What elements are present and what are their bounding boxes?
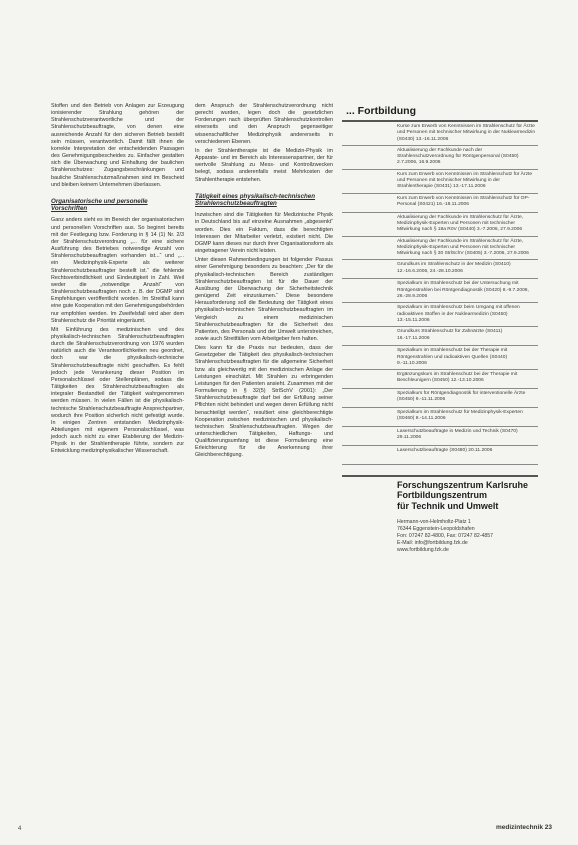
course-text: Laserschutzbeauftragte (S0480) 20.11.2006	[397, 448, 493, 454]
organization-line: Forschungszentrum Karlsruhe	[397, 480, 529, 491]
sidebar-title: ... Fortbildung	[342, 103, 538, 122]
page-footer: medizintechnik 23	[496, 824, 552, 831]
course-item	[342, 370, 538, 389]
course-text: Grundkurs Strahlenschutz für Zahnärzte (S0411) 16.-17.11.2006	[397, 329, 503, 341]
paragraph: Inzwischen sind die Tätigkeiten für Medizinische Physik in Deutschland bis auf einzelne Ausnahmen „abgesenkt“ worden. Dies ein Faktum, dass die berechtigten Interessen der Mitarbeiter verletzt, existiert nicht. Die DGMP kann dieses nur durch ihrer Organisationsform als eingetragener Verein nicht leisten.	[195, 212, 333, 255]
course-text: Kurs zum Erwerb von Kenntnissen im Strahlenschutz für OP-Personal (S0421) 16.-18.11.2006	[397, 195, 530, 207]
course-item	[342, 279, 538, 303]
phone-fax-line: Fon: 07247 82-4800, Fax: 07247 82-4857	[397, 533, 494, 540]
course-list	[342, 122, 538, 465]
section-heading: Tätigkeit eines physikalisch-technischen Strahlenschutzbeauftragten	[195, 192, 316, 208]
paragraph: Dies kann für die Praxis nur bedeuten, dass der Gesetzgeber die Tätigkeit des physikalisch-technischen Strahlenschutzbeauftragten für die allgemeine Sicherheit bzw. als gleichwertig mit den medizinischen Anlage der Leistungen einschätzt. Mit Strahlen zu erbringenden Leistungen für den Patienten ansieht. Zusammen mit der Formulierung in § 32(5) StrlSchV (2001): „Der Strahlenschutzbeauftragte darf bei der Erfüllung seiner Pflichten nicht behindert und wegen deren Erfüllung nicht benachteiligt werden“, resultiert eine gleichberechtigte Kooperation zwischen medizinischen und physikalisch-technischen Strahlenschutzbeauftragten. Wegen der unterschiedlichen Tätigkeiten, Haftungs- und Qualifizierungsumfang ist diese Formulierung eine Erleichterung für die Anerkennung ihrer Gleichberechtigung.	[195, 345, 333, 459]
email-line: E-Mail: info@fortbildung.fzk.de	[397, 540, 468, 547]
organization-line: Fortbildungszentrum	[397, 490, 487, 501]
course-item	[342, 122, 538, 146]
paragraph: In der Strahlentherapie ist die Medizin-Physik im Apparate- und im Bereich als Interessenspartner, der für wertvolle Strahlung zu Mess- und Kontrollzwecken belegt, sodass anderenfalls meist Mehrkosten der Strahlentherapie entstehen.	[195, 147, 333, 183]
course-item	[342, 146, 538, 170]
course-item	[342, 427, 538, 446]
course-text: Spezialkurs für Röntgendiagnostik für interventionelle Ärzte (S0450) 9.-11.11.2006	[397, 391, 526, 403]
course-item	[342, 327, 538, 346]
course-item	[342, 389, 538, 408]
paragraph: Stoffen und den Betrieb von Anlagen zur Erzeugung ionisierender Strahlung gehören der Strahlenschutzverantwortliche und der Strahlenschutzbeauftragte, von denen eine ausreichende Anzahl für den sicheren Betrieb bestellt sein müssen, verantwortlich. Damit fällt ihnen die korrekte Interpretation der entscheidenden Passagen des Genehmigungsbescheides zu. Einfacher gestalten sich die Überwachung und Einhaltung der baulichen Strahlenschutzes: Zugangsbeschränkungen und bauliche Strahlenschutzmaßnahmen sind im Bescheid und bleiben keinem Unternehmen überlassen.	[51, 103, 184, 188]
course-text: Laserschutzbeauftragte in Medizin und Technik (S0470) 29.11.2006	[397, 429, 518, 441]
course-text: Spezialkurs im Strahlenschutz bei der Untersuchung mit Röntgenstrahlen bei Röntgendiagnostik (S0420) 8.-9.7.2006, 26.-28.9.2006	[397, 281, 529, 300]
text-column-2	[195, 103, 333, 462]
course-item	[342, 213, 538, 237]
course-text: Ergänzungskurs im Strahlenschutz bei der Therapie mit Beschleunigern (S0450) 12.-13.10.2006	[397, 372, 518, 384]
organization-name	[342, 475, 538, 511]
course-item	[342, 170, 538, 194]
paragraph: Ganz anders sieht es im Bereich der organisatorischen und personellen Vorschriften aus. So beginnt bereits mit der Festlegung bzw. Forderung in § 14 (1) Nr. 2/3 der Strahlenschutzverordnung „... für eine sichere Ausführung des Betriebes notwendige Anzahl von Strahlenschutzbeauftragten vorhanden ist...“ und „... ein Medizinphysik-Experte als weiterer Strahlenschutzbeauftragter bestellt ist.“ die fehlende Rechtsverbindlichkeit und Eindeutigkeit in Zahl. Weil weder die „notwendige Anzahl“ von Strahlenschutzbeauftragten noch z. B. der DGMP sind Empfehlungen veröffentlicht worden. Im Streitfall kann eine gute Kooperation mit den Genehmigungsbehörden nur empfohlen werden. Im Zweifelsfall wird aber dem Strahlenschutz die Priorität eingeräumt.	[51, 217, 184, 324]
course-item	[342, 408, 538, 427]
course-text: Spezialkurs im Strahlenschutz für Medizinphysik-Experten (S0460) 8.-14.11.2006	[397, 410, 523, 422]
paragraph: Mit Einführung des medizinischen und des physikalisch-technischen Strahlenschutzbeauftragten durch die Strahlenschutzverordnung von 1976 wurden natürlich auch die Verantwortlichkeiten neu geordnet, doch war die physikalisch-technische Strahlenschutzbeauftragte nicht geschaffen. Es fehlt jedoch jede Verankerung dieser Position im Personalschlüssel oder Stellenplänen, sodass die Tätigkeiten des Strahlenschutzbeauftragten als integraler Bestandteil der Tätigkeit wahrgenommen werden müssen. In vielen Fällen ist die physikalisch-technische Strahlenschutzbeauftragte Ansprechpartner, wodurch ihre Position sicherlich nicht gefestigt wurde. In einigen Zentren entstanden Medizinphysik-Abteilungen mit eigenem Personalschlüssel, was jedoch auch nicht zu einer Etablierung der Medizin-Physik in der Strahlentherapie führte, sondern zur Entwicklung medizinphysikalischer Wissenschaft.	[51, 326, 184, 455]
course-item	[342, 303, 538, 327]
course-text: Spezialkurs im Strahlenschutz beim Umgang mit offenen radioaktiven Stoffen in der Nuklearmedizin (S0450) 13.-15.11.2006	[397, 305, 520, 323]
course-text: Aktualisierung der Fachkunde im Strahlenschutz für Ärzte, Medizinphysik-Experten und Personen mit technischer Mitwirkung nach § 18a RöV (S0440) 3.-7.2006, 27.9.2006	[397, 214, 524, 233]
course-item	[342, 194, 538, 213]
course-text: Kurse zum Erwerb von Kenntnissen im Strahlenschutz für Ärzte und Personen mit technischer Mitwirkung in der Nuklearmedizin (S0430) 13.-16.11.2006	[397, 124, 536, 142]
course-item	[342, 446, 538, 465]
text-column-1	[51, 103, 184, 458]
course-text: Aktualisierung der Fachkunde im Strahlenschutz für Ärzte, Medizinphysik-Experten und Personen mit technischer Mitwirkung nach § 30 StrlSchV (S0405) 3.-7.2006, 27.9.2006	[397, 238, 529, 257]
paragraph: Unter diesen Rahmenbedingungen ist folgender Passus einer Genehmigung besonders zu beachten: „Der für die physikalisch-technischen Bereich zuständigen Strahlenschutzbeauftragten ist für die Dauer der Ausübung der Überwachung der Sicherheitstechnik genügend Zeit einzuräumen.“ Diese besondere Herausforderung soll die Bedeutung der Tätigkeit eines physikalisch-technischen Strahlenschutzbeauftragten im Vergleich zu einem medizinischen Strahlenschutzbeauftragten für die Sicherheit des Patienten, des Personals und der Umwelt unterstreichen, sowie auch Streitfällen vom Arbeitgeber fern halten.	[195, 257, 333, 342]
address-line: Hermann-von-Helmholtz-Platz 1	[397, 519, 471, 526]
website-link[interactable]: www.fortbildung.fzk.de	[397, 547, 449, 554]
section-heading: Organisatorische und personelle Vorschriften	[51, 197, 148, 213]
course-text: Grundkurs im Strahlenschutz in der Medizin (S0410) 12.-16.6.2006, 24.-28.10.2006	[397, 262, 511, 274]
course-item	[342, 346, 538, 370]
course-text: Kurs zum Erwerb von Kenntnissen im Strahlenschutz für Ärzte und Personen mit technischer Mitwirkung in der Strahlentherapie (S0431) 13.-17.11.2006	[397, 171, 533, 190]
organization-line: für Technik und Umwelt	[397, 500, 499, 511]
course-item	[342, 260, 538, 279]
course-text: Aktualisierung der Fachkunde nach der Strahlenschutzverordnung für Röntgenpersonal (S0450) 2.7.2006, 16.9.2006	[397, 147, 519, 166]
address-line: 76344 Eggenstein-Leopoldshafen	[397, 526, 475, 533]
contact-block	[342, 519, 538, 554]
page-number-left: 4	[18, 826, 22, 832]
paragraph: dem Anspruch der Strahlenschutzverordnung nicht gerecht wurden, legen doch die gesetzlichen Forderungen nach überprüften Strahlenschutzkontrollen einerseits und den Anspruch gegenseitiger wissenschaftlicher Medizinphysik andererseits in verschiedenen Ebenen.	[195, 103, 333, 145]
course-text: Spezialkurs im Strahlenschutz bei der Therapie mit Röntgenstrahlen und radioaktiven Quellen (S0440) 9.-11.10.2006	[397, 348, 508, 366]
fortbildung-sidebar	[342, 103, 538, 554]
course-item	[342, 237, 538, 261]
